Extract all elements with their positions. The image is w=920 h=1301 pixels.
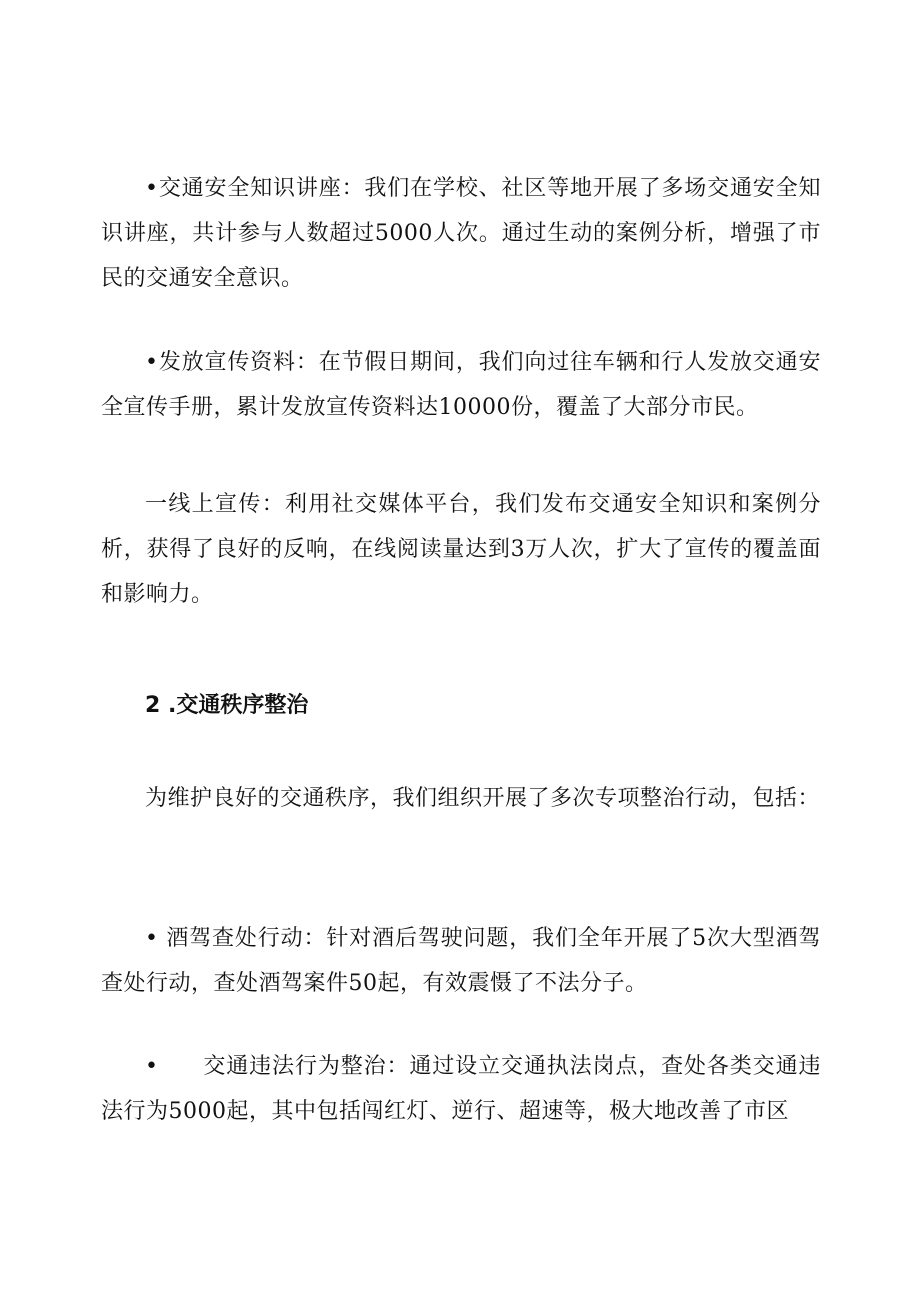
paragraph-online-promotion: 一线上宣传：利用社交媒体平台，我们发布交通安全知识和案例分析，获得了良好的反响，在线阅读量达到3万人次，扩大了宣传的覆盖面和影响力。 [101, 492, 821, 607]
paragraph-text: 交通违法行为整治：通过设立交通执法岗点，查处各类交通违法行为5000起，其中包括闯红灯、逆行、超速等，极大地改善了市区 [101, 1054, 821, 1124]
paragraph-distribute-materials: •发放宣传资料：在节假日期间，我们向过往车辆和行人发放交通安全宣传手册，累计发放宣传资料达10000份，覆盖了大部分市民。 [101, 350, 821, 420]
paragraph-drunk-driving-crackdown: • 酒驾查处行动：针对酒后驾驶问题，我们全年开展了5次大型酒驾查处行动，查处酒驾案件50起，有效震慑了不法分子。 [101, 926, 821, 996]
section-heading-traffic-order: 2 .交通秩序整治 [145, 693, 309, 718]
paragraph-traffic-violation-rectification [101, 1044, 821, 1134]
bullet-mark: • [145, 1054, 159, 1079]
paragraph-traffic-safety-lectures: •交通安全知识讲座：我们在学校、社区等地开展了多场交通安全知识讲座，共计参与人数超过5000人次。通过生动的案例分析，增强了市民的交通安全意识。 [101, 176, 821, 291]
paragraph-traffic-order-intro: 为维护良好的交通秩序，我们组织开展了多次专项整治行动，包括： [145, 786, 821, 811]
